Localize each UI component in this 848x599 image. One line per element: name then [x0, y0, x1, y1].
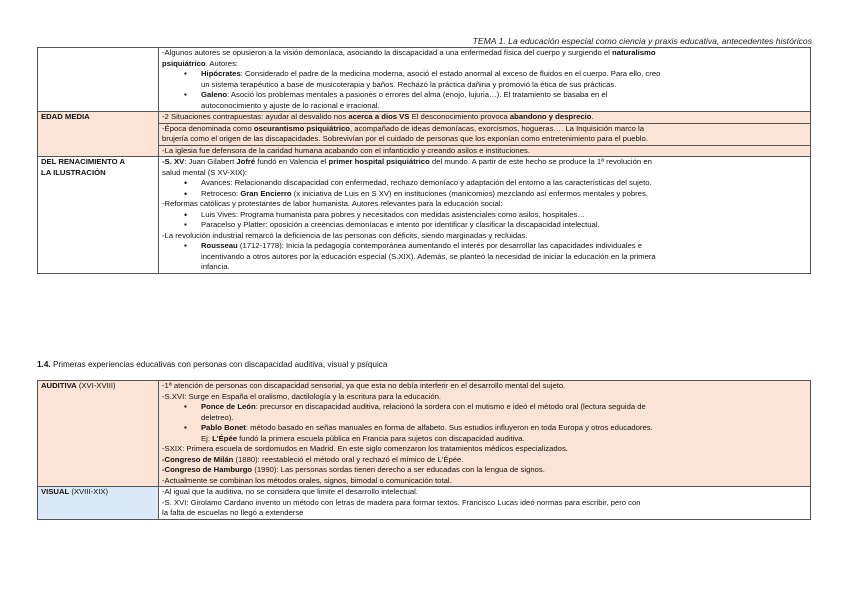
list-item-ponce: ▪ Ponce de León: precursor en discapacidad auditiva, relacionó la sordera con el mutismo e ideó el método oral (lectura seguida de — [162, 402, 807, 413]
list-item-bonet: ▪ Pablo Bonet: método basado en señas manuales en forma de alfabeto. Sus estudios influyeron en toda Europa y otros educadores. — [162, 423, 807, 434]
list-item-retroceso: • Retroceso: Gran Encierro (x iniciativa de Luis en S XV) en instituciones (manicomios) mezclando así enfermos mentales y pobres. — [162, 189, 807, 200]
text-bold: naturalismo — [612, 48, 656, 57]
history-table — [37, 47, 811, 274]
text: -Algunos autores se opusieron a la visión demoníaca, asociando la discapacidad a una enfermedad física del cuerpo y surgiendo el — [162, 48, 613, 57]
list-item-vives: • Luis Vives: Programa humanista para pobres y necesitados con medidas asistenciales como asilos, hospitales… — [162, 210, 807, 221]
row-content-antiguedad — [159, 48, 811, 112]
row-content-renacimiento: -S. XV: Juan Gilabert Jofré fundó en Valencia el primer hospital psiquiátrico del mundo. A partir de este hecho se produce la 1ª revolución en salud mental (S XV-XIX): • Avances: Relacionando discapacidad con enfermedad, rechazo demoníaco y adaptación del entorno a las características del sujeto. • Retroceso: Gran Encierro (x iniciativa de Luis en S XV) en instituciones (manicomios) mezclando así enfermos mentales y pobres. -Reformas católicas y protestantes de labor humanista. Autores relevantes para la educación social: • Luis Vives: Programa humanista para pobres y necesitados con medidas asistenciales como asilos, hospitales… ▪ Paracelso y Platter: oposición a creencias demoníacas e intento por identificar y clasificar la discapacidad intelectual. -La revolución industrial remarcó la deficiencia de las personas con déficits, siendo marginadas y recluidas. ▪ Rousseau (1712-1778): Inicia la pedagogía contemporánea aumentando el interés por desarrollar las capacidades individuales e incentivando a otros autores por la educación especial (S.XIX). Además, se planteó la necesidad de iniciar la educación en la primera infancia. — [159, 157, 811, 274]
list-item-continuation: un sistema terapéutico a base de musicoterapia y baños. Rechazó la práctica dañina y promovió la ética de sus prácticas. — [201, 79, 617, 89]
table-row-auditiva — [38, 381, 811, 487]
list-item-avances: • Avances: Relacionando discapacidad con enfermedad, rechazo demoníaco y adaptación del entorno a las características del sujeto. — [162, 178, 807, 189]
row-content-visual: -Al igual que la auditiva, no se considera que limite el desarrollo intelectual. -S. XVI: Girolamo Cardano invento un método con letras de madera para formar textos. Francisco Lucas ideó normas para escribir, pero con la falta de escuelas no llegó a extenderse — [159, 487, 811, 520]
row-label-visual: VISUAL (XVIII-XIX) — [38, 487, 159, 520]
row-label-auditiva: AUDITIVA (XVI-XVIII) — [38, 381, 159, 487]
experiences-table — [37, 380, 811, 520]
list-item-galeno: ▪ Galeno: Asoció los problemas mentales a pasiones o errores del alma (enojo, lujuria…). El tratamiento se basaba en el — [162, 90, 807, 101]
list-item-hipocrates: ▪ Hipócrates: Considerado el padre de la medicina moderna, asoció el estado anormal al exceso de fluidos en el cuerpo. Para ello, creo — [162, 69, 807, 80]
list-item-paracelso: ▪ Paracelso y Platter: oposición a creencias demoníacas e intento por identificar y clasificar la discapacidad intelectual. — [162, 220, 807, 231]
list-item-rousseau: ▪ Rousseau (1712-1778): Inicia la pedagogía contemporánea aumentando el interés por desarrollar las capacidades individuales e — [162, 241, 807, 252]
text: . Autores: — [205, 58, 239, 68]
row-label-edad-media: EDAD MEDIA — [38, 112, 159, 157]
table-row-edad-media — [38, 112, 811, 157]
table-row-visual — [38, 487, 811, 520]
table-row-renacimiento — [38, 157, 811, 274]
row-label-renacimiento: DEL RENACIMIENTO A LA ILUSTRACIÓN — [38, 157, 159, 274]
row-content-edad-media: -2 Situaciones contrapuestas: ayudar al desvalido nos acerca a dios VS El desconocimiento provoca abandono y desprecio. -Época denominada como oscurantismo psiquiátrico, acompañado de ideas demoníacas, exorcismos, hogueras…. La Inquisición marco la brujería como el origen de las discapacidades. Sobrevivían por el cuidado de personas que los exponían como entretenimiento para el pueblo. -La iglesia fue defensora de la caridad humana acabando con el infanticidio y creando asilos e instituciones. — [159, 112, 811, 157]
list-item-continuation: autoconocimiento y ajuste de lo racional e irracional. — [201, 100, 380, 110]
text-bold: psiquiátrico — [162, 58, 206, 68]
section-heading: 1.4. Primeras experiencias educativas con personas con discapacidad auditiva, visual y psíquica — [37, 360, 388, 369]
row-content-auditiva: -1ª atención de personas con discapacidad sensorial, ya que esta no debía interferir en el desarrollo mental del sujeto. -S.XVI: Surge en España el oralismo, dactilología y la escritura para la educación. ▪ Ponce de León: precursor en discapacidad auditiva, relacionó la sordera con el mutismo e ideó el método oral (lectura seguida de deletreo). ▪ Pablo Bonet: método basado en señas manuales en forma de alfabeto. Sus estudios influyeron en toda Europa y otros educadores. Ej: L'Épée fundó la primera escuela pública en Francia para sujetos con discapacidad auditiva. -SXIX: Primera escuela de sordomudos en Madrid. En este siglo comenzaron los tratamientos médicos especializados. -Congreso de Milán (1880): reestableció el método oral y rechazó el mímico de L'Épée. -Congreso de Hamburgo (1990): Las personas sordas tienen derecho a ser educadas con la lengua de signos. -Actualmente se combinan los métodos orales, signos, bimodal o comunicación total. — [159, 381, 811, 487]
table-row-antiguedad — [38, 48, 811, 112]
row-label-empty — [38, 48, 159, 112]
page-header: TEMA 1. La educación especial como ciencia y praxis educativa, antecedentes históricos — [472, 36, 812, 46]
